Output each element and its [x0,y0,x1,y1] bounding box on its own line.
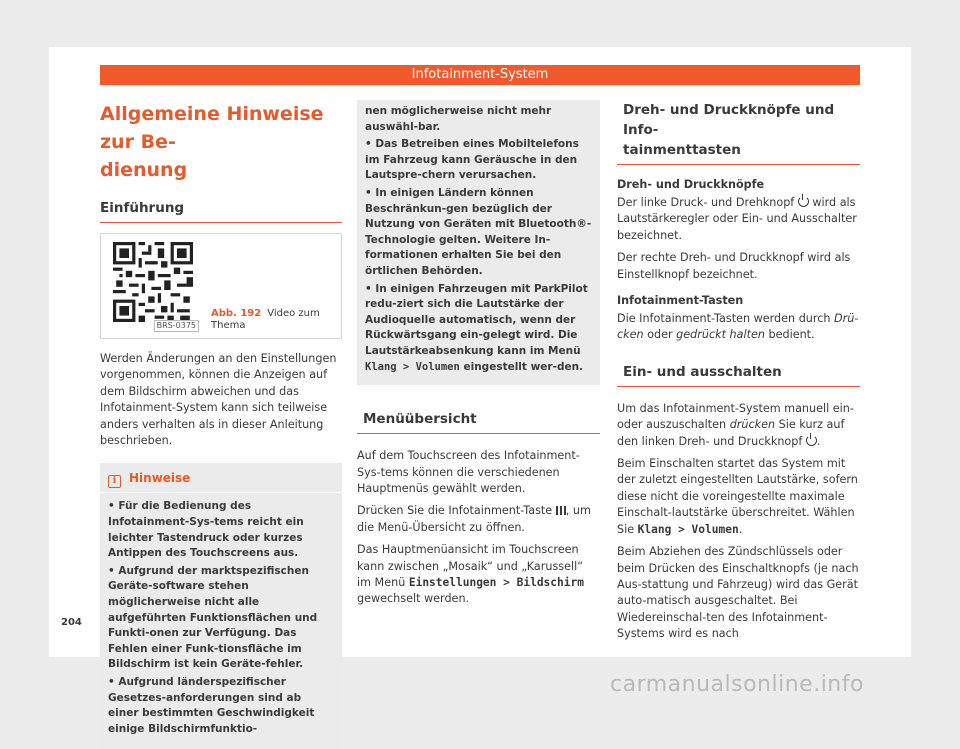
section-title-einfuehrung: Einführung [100,198,342,223]
menu-paragraph-1: Auf dem Touchscreen des Infotainment-Sys-tems können die verschiedenen Hauptmenüs gewählt werden. [357,449,580,495]
chapter-title-line-1: Allgemeine Hinweise zur Be- [100,103,324,153]
section-title-drehknoepfe [617,100,860,165]
text-emphasis: gedrückt halten [676,328,765,342]
hint-box [100,463,342,749]
text-span: , um die Menü-Übersicht zu öffnen. [357,504,591,534]
figure-code: BRS-0375 [154,320,199,332]
menu-grid-icon [556,506,566,515]
page-number: 204 [61,617,82,628]
text-span: Die Infotainment-Tasten werden durch [617,312,831,326]
text-emphasis: drücken [729,418,776,432]
text-span: Sie kurz auf den linken Dreh- und Druckknopf [617,418,845,448]
power-paragraph-3: Beim Abziehen des Zündschlüssels oder beim Drücken des Einschaltknopfs (je nach Aus-stattung und Fahrzeug) wird das Gerät auto-matisch ausgeschaltet. Bei Wiedereinschal-ten des Infotainment-Systems wird es nach [617,545,859,641]
hint-header [100,469,342,493]
hint-box-continued [357,100,600,385]
knob-paragraph-2: Der rechte Dreh- und Druckknopf wird als Einstellknopf bezeichnet. [617,251,851,281]
hint-item: nen möglicherweise nicht mehr auswähl-bar. [365,105,552,133]
hint-item: • Für die Bedienung des Infotainment-Sys-tems reicht ein leichter Tastendruck oder kurzes Antippen des Touchscreens aus. [108,500,304,560]
hint-item: • Aufgrund der marktspezifischen Geräte-software stehen möglicherweise nicht alle aufgeführten Funktionsflächen und Funkti-onen zur Verfügung. Das Fehlen einer Funk-tionsfläche im Bildschirm ist kein Geräte-fehler. [108,564,318,671]
text-span: Drücken Sie die Infotainment-Taste [357,504,553,518]
menu-paragraph-2 [357,503,600,536]
figure-192 [100,233,342,339]
text-span: Der linke Druck- und Drehknopf [617,196,795,209]
chapter-title-line-2: dienung [100,159,188,181]
section-title-line-2: tainmenttasten [623,142,741,158]
hint-item: • In einigen Ländern können Beschränkun-gen bezüglich der Nutzung von Geräten mit Bluetooth®-Technologie gelten. Weitere In-formationen erhalten Sie bei den örtlichen Behörden. [365,186,592,277]
text-span: . [816,434,821,448]
hint-item: • Das Betreiben eines Mobiltelefons im Fahrzeug kann Geräusche in den Lautspre-chern verursachen. [365,138,579,182]
intro-paragraph: Werden Änderungen an den Einstellungen vorgenommen, können die Anzeigen auf dem Bildschirm abweichen und das Infotainment-System kann sich teilweise anders verhalten als in dieser Anleitung beschrieben. [100,352,337,448]
hint-item: • Aufgrund länderspezifischer Gesetzes-anforderungen sind ab einer bestimmten Geschwindigkeit einige Bildschirmfunktio- [108,675,315,735]
page-header: Infotainment-System [100,65,860,85]
section-title-ein-ausschalten: Ein- und ausschalten [617,362,860,387]
subheading-drehknoepfe: Dreh- und Druckknöpfe [617,178,765,191]
figure-caption-text: Video zum Thema [211,308,320,331]
text-span: bedient. [768,328,815,342]
hint-item-text: eingestellt wer-den. [463,360,584,373]
text-span: Um das Infotainment-System manuell ein- oder auszuschalten [617,401,854,432]
text-span: Das Hauptmenüansicht im Touchscreen kann zwischen „Mosaik“ und „Karussell“ im Menü [357,543,583,589]
power-paragraph-1 [617,401,860,450]
chapter-title [100,100,342,184]
info-icon: i [108,475,121,488]
menu-path-klang-volumen: Klang > Volumen [637,522,739,536]
menu-paragraph-3 [357,542,600,608]
text-span: . [738,522,743,536]
section-title-menueuebersicht: Menüübersicht [357,409,600,434]
text-span: wird als Lautstärkeregler oder Ein- und Ausschalter bezeichnet. [617,196,857,242]
power-paragraph-2 [617,456,860,538]
menu-path-klang-volumen: Klang > Volumen [365,360,460,373]
power-icon [806,435,817,446]
keys-paragraph [617,311,860,344]
column-left [100,100,342,749]
hint-item-text: • In einigen Fahrzeugen mit ParkPilot redu-ziert sich die Lautstärke der Audioquelle automatisch, wenn der Rückwärtsgang ein-gelegt wird. Die Lautstärkeabsenkung kann im Menü [365,282,588,357]
hint-item [365,282,592,376]
knob-paragraph-1 [617,195,860,244]
qr-code-graphic [109,242,197,322]
column-right [617,100,860,643]
hint-title: Hinweise [129,471,191,486]
subheading-infotainment-tasten: Infotainment-Tasten [617,294,744,308]
power-icon [798,196,809,207]
text-span: oder [647,328,673,342]
figure-number: Abb. 192 [211,308,262,319]
text-span: Beim Einschalten startet das System mit der zuletzt eingestellten Lautstärke, sofern diese nicht die voreingestellte maximale Einschalt-lautstärke überschreitet. Wählen Sie [617,457,858,536]
section-title-line-1: Dreh- und Druckknöpfe und Info- [623,102,835,138]
qr-code-icon[interactable] [107,240,199,332]
figure-caption [211,308,331,332]
menu-path-einstellungen-bildschirm: Einstellungen > Bildschirm [408,575,584,589]
column-middle [357,100,600,608]
text-span: gewechselt werden. [357,592,470,606]
watermark: carmanualsonline.info [610,672,864,697]
text-emphasis: Drü-cken [617,312,859,342]
